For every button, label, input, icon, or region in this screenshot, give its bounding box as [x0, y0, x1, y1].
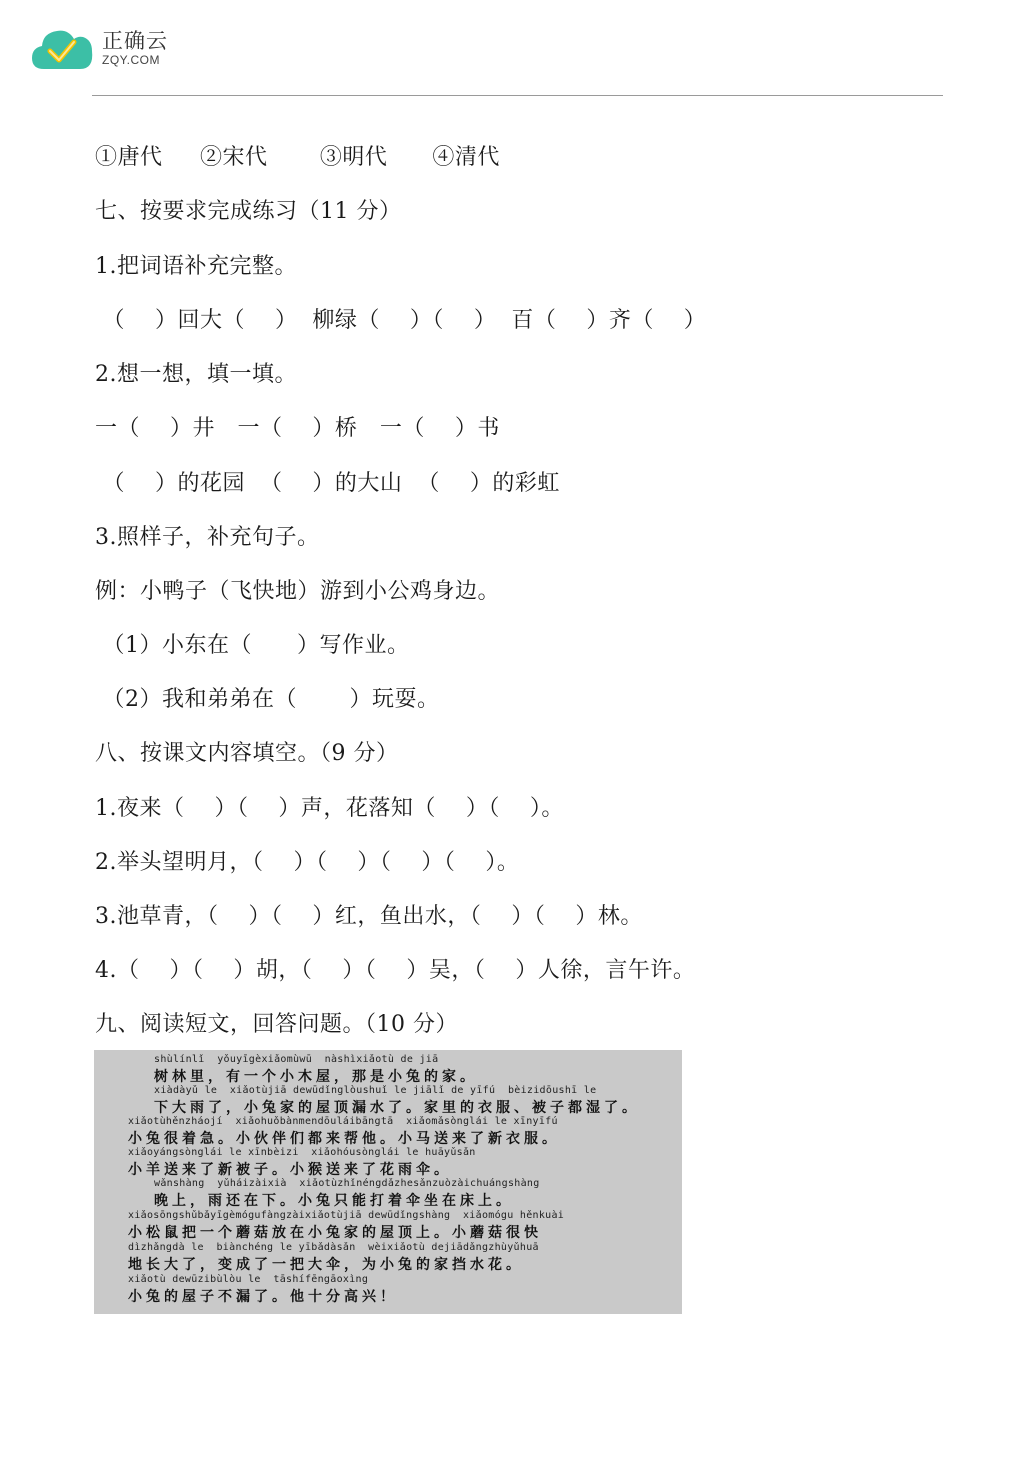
- q7-3-item-2: （2）我和弟弟在（ ）玩耍。: [95, 687, 440, 712]
- passage-line: 树林里，有一个小木屋，那是小兔的家。: [154, 1069, 478, 1085]
- passage-line: 小松鼠把一个蘑菇放在小兔家的屋顶上。小蘑菇很快: [128, 1225, 542, 1241]
- pinyin-line: shùlínlǐ yǒuyīgèxiǎomùwū nàshìxiǎotù de jiā: [154, 1054, 439, 1065]
- pinyin-line: xiǎosōngshǔbǎyīgèmógufàngzàixiǎotùjiā dewūdǐngshàng xiǎomógu hěnkuài: [128, 1210, 565, 1221]
- q8-3: 3.池草青，（ ）（ ）红，鱼出水，（ ）（ ）林。: [95, 904, 643, 929]
- q7-3-example: 例：小鸭子（飞快地）游到小公鸡身边。: [95, 579, 501, 604]
- pinyin-line: wǎnshàng yǔháizàixià xiǎotùzhǐnéngdǎzhesǎnzuòzàichuángshàng: [154, 1178, 540, 1189]
- q8-4: 4.（ ）（ ）胡，（ ）（ ）吴，（ ）人徐，言午许。: [95, 958, 696, 983]
- brand-text: [102, 28, 168, 67]
- section-7-heading: 七、按要求完成练习（11 分）: [95, 199, 402, 224]
- pinyin-line: xiàdàyǔ le xiǎotùjiā dewūdǐnglòushuǐ le jiālǐ de yīfú bèizidōushī le: [154, 1085, 597, 1096]
- q7-1-blanks: （ ）回大（ ） 柳绿（ ）（ ） 百（ ）齐（ ）: [95, 308, 707, 333]
- q7-2-blanks-row2: （ ）的花园 （ ）的大山 （ ）的彩虹: [95, 471, 560, 496]
- pinyin-line: xiǎoyángsònglái le xīnbèizi xiǎohóusònglái le huāyǔsǎn: [128, 1147, 476, 1158]
- passage-line: 小羊送来了新被子。小猴送来了花雨伞。: [128, 1162, 452, 1178]
- section-9-heading: 九、阅读短文，回答问题。（10 分）: [95, 1012, 458, 1037]
- brand-name-cn: 正确云: [102, 28, 168, 53]
- passage-line: 小兔很着急。小伙伴们都来帮他。小马送来了新衣服。: [128, 1131, 560, 1147]
- q8-1: 1.夜来（ ）（ ）声，花落知（ ）（ ）。: [95, 796, 564, 821]
- q7-3-prompt: 3.照样子，补充句子。: [95, 525, 320, 550]
- cloud-check-logo-icon: [30, 25, 96, 71]
- q8-2: 2.举头望明月，（ ）（ ）（ ）（ ）。: [95, 850, 520, 875]
- q7-1-prompt: 1.把词语补充完整。: [95, 254, 297, 279]
- pinyin-line: dìzhǎngdà le biànchéng le yībǎdàsǎn wèixiǎotù dejiādǎngzhùyǔhuā: [128, 1242, 539, 1253]
- q7-3-item-1: （1）小东在（ ）写作业。: [95, 633, 410, 658]
- passage-line: 小兔的屋子不漏了。他十分高兴！: [128, 1289, 398, 1305]
- q7-2-blanks-row1: 一（ ）井 一（ ）桥 一（ ）书: [95, 416, 500, 441]
- header-divider: [92, 95, 943, 96]
- q7-2-prompt: 2.想一想，填一填。: [95, 362, 297, 387]
- section-8-heading: 八、按课文内容填空。（9 分）: [95, 741, 399, 766]
- brand-name-en: ZQY.COM: [102, 52, 160, 67]
- passage-line: 晚上，雨还在下。小兔只能打着伞坐在床上。: [154, 1193, 514, 1209]
- pinyin-line: xiǎotù dewūzibùlòu le tāshífēngāoxìng: [128, 1274, 369, 1285]
- brand-header: [30, 22, 168, 74]
- passage-line: 地长大了，变成了一把大伞，为小兔的家挡水花。: [128, 1257, 524, 1273]
- passage-line: 下大雨了，小兔家的屋顶漏水了。家里的衣服、被子都湿了。: [154, 1100, 640, 1116]
- reading-passage-image: [94, 1050, 682, 1314]
- answer-options-dynasties: ①唐代 ②宋代 ③明代 ④清代: [95, 145, 500, 170]
- pinyin-line: xiǎotùhěnzháojí xiǎohuǒbànmendōuláibāngtā xiǎomǎsònglái le xīnyīfú: [128, 1116, 558, 1127]
